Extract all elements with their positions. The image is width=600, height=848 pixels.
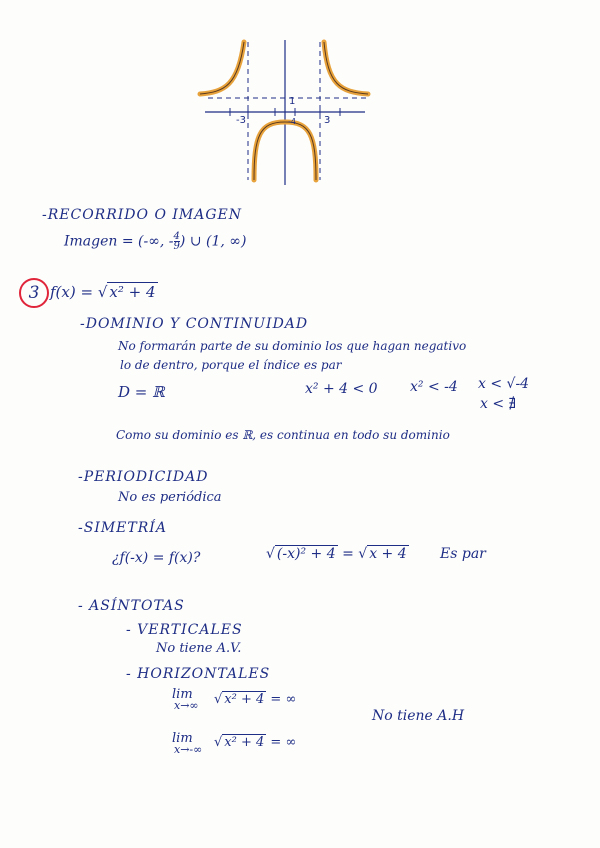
limit-2-result: = ∞ — [270, 735, 297, 750]
inequality-3: x < √-4 — [478, 376, 530, 392]
curve-left-branch — [200, 42, 244, 94]
calc-radicand: (-x)² + 4 — [276, 546, 336, 562]
limit-2-radicand: x² + 4 — [224, 735, 265, 750]
limit-1-subscript: x→∞ — [174, 699, 199, 712]
tick-label-neg4: -4 — [288, 117, 296, 126]
recorrido-formula-prefix: Imagen = (-∞, - — [64, 233, 174, 250]
simetria-result: Es par — [440, 546, 486, 562]
verticales-text: No tiene A.V. — [156, 641, 242, 656]
horizontales-heading: - HORIZONTALES — [126, 666, 271, 682]
frac-denominator: 9 — [173, 241, 180, 252]
limit-2 — [172, 731, 202, 756]
curve-right-branch — [324, 42, 368, 94]
limit-1-radicand: x² + 4 — [224, 692, 265, 707]
dominio-text-line1: No formarán parte de su dominio los que hagan negativo — [118, 339, 467, 353]
function-graph-sketch — [190, 30, 380, 190]
domain-equation: D = ℝ — [118, 383, 165, 401]
inequality-4: x < ∄ — [480, 396, 517, 412]
simetria-calculation — [266, 546, 409, 562]
periodicidad-heading: -PERIODICIDAD — [78, 469, 209, 485]
exercise-number: 3 — [19, 278, 49, 308]
function-radicand: x² + 4 — [109, 283, 156, 301]
periodicidad-text: No es periódica — [118, 490, 222, 505]
recorrido-formula — [64, 232, 246, 251]
limit-1-expression: √ x² + 4 = ∞ — [214, 692, 297, 707]
dominio-heading: -DOMINIO Y CONTINUIDAD — [80, 316, 309, 332]
tick-label-1: 1 — [289, 96, 296, 107]
dominio-text-line2: lo de dentro, porque el índice es par — [120, 358, 342, 372]
recorrido-heading: -RECORRIDO O IMAGEN — [42, 207, 243, 223]
limit-1-result: = ∞ — [270, 692, 297, 707]
inequality-1: x² + 4 < 0 — [305, 381, 378, 397]
dominio-conclusion: Como su dominio es ℝ, es continua en todo su dominio — [116, 428, 450, 442]
asintotas-heading: - ASÍNTOTAS — [78, 598, 185, 614]
limit-2-label: lim — [172, 731, 193, 746]
calc-sqrt-symbol: √ — [266, 546, 275, 562]
limit-2-expression: √ x² + 4 = ∞ — [214, 735, 297, 750]
verticales-heading: - VERTICALES — [126, 622, 243, 638]
limit-1 — [172, 687, 199, 712]
simetria-question: ¿f(-x) = f(x)? — [112, 550, 201, 566]
inequality-2: x² < -4 — [410, 379, 458, 395]
limit-2-subscript: x→-∞ — [174, 743, 203, 756]
frac-numerator: 4 — [173, 231, 180, 242]
recorrido-formula-suffix: ) ∪ (1, ∞) — [179, 233, 247, 250]
calc-radicand-2: x + 4 — [369, 546, 407, 562]
calc-equals: = √ — [337, 546, 368, 562]
tick-label-neg3: -3 — [236, 115, 246, 126]
function-lhs: f(x) = √ — [50, 283, 108, 301]
limit-1-label: lim — [172, 687, 193, 702]
tick-label-3: 3 — [324, 115, 331, 126]
function-definition — [50, 283, 158, 301]
horizontales-conclusion: No tiene A.H — [372, 708, 465, 724]
simetria-heading: -SIMETRÍA — [78, 520, 167, 536]
